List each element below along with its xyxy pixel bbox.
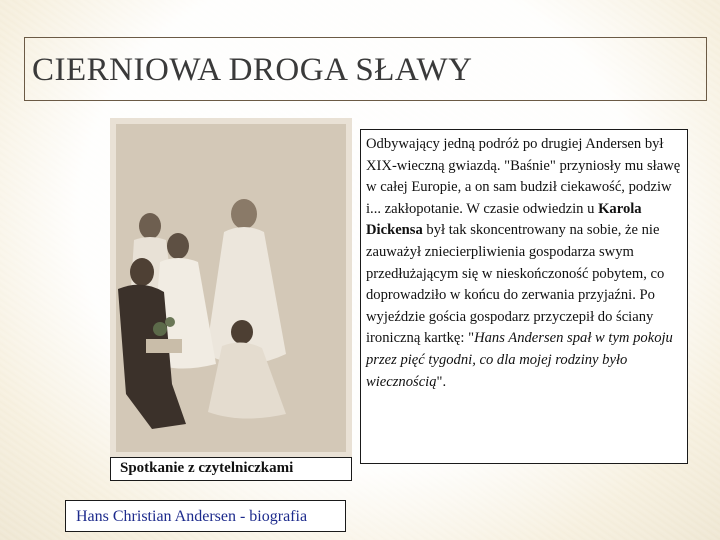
title-frame (24, 37, 707, 101)
body-text-part-1: Odbywający jedną podróż po drugiej Andersen był XIX-wieczną gwiazdą. "Baśnie" przyniosły mu sławę w całej Europie, a on sam budził ciekawość, podziw i... zakłopotanie. W czasie odwiedzin u (366, 136, 681, 217)
body-text-part-3: ". (436, 373, 447, 390)
body-paragraph (366, 134, 681, 393)
slide-title: CIERNIOWA DROGA SŁAWY (32, 52, 473, 88)
photo-caption: Spotkanie z czytelniczkami (110, 457, 352, 481)
andersen-quote: Hans Andersen spał w tym pokoju przez pięć tygodni, co dla mojej rodziny było wiecznością (366, 330, 673, 390)
biography-link-box[interactable] (65, 500, 346, 532)
photo-illustration (116, 124, 346, 452)
historical-photo (110, 118, 352, 458)
dickens-name: Karola Dickensa (366, 200, 642, 239)
text-panel (360, 129, 688, 464)
body-text-part-2: był tak skoncentrowany na sobie, że nie zauważył zniecierpliwienia gospodarza swym przedłużającym się w nieskończoność pobytem, co doprowadziło w końcu do zerwania przyjaźni. Po wyjeździe gościa gospodarz przyczepił do ściany ironiczną kartkę: " (366, 222, 665, 347)
biography-link[interactable]: Hans Christian Andersen - biografia (76, 508, 308, 525)
